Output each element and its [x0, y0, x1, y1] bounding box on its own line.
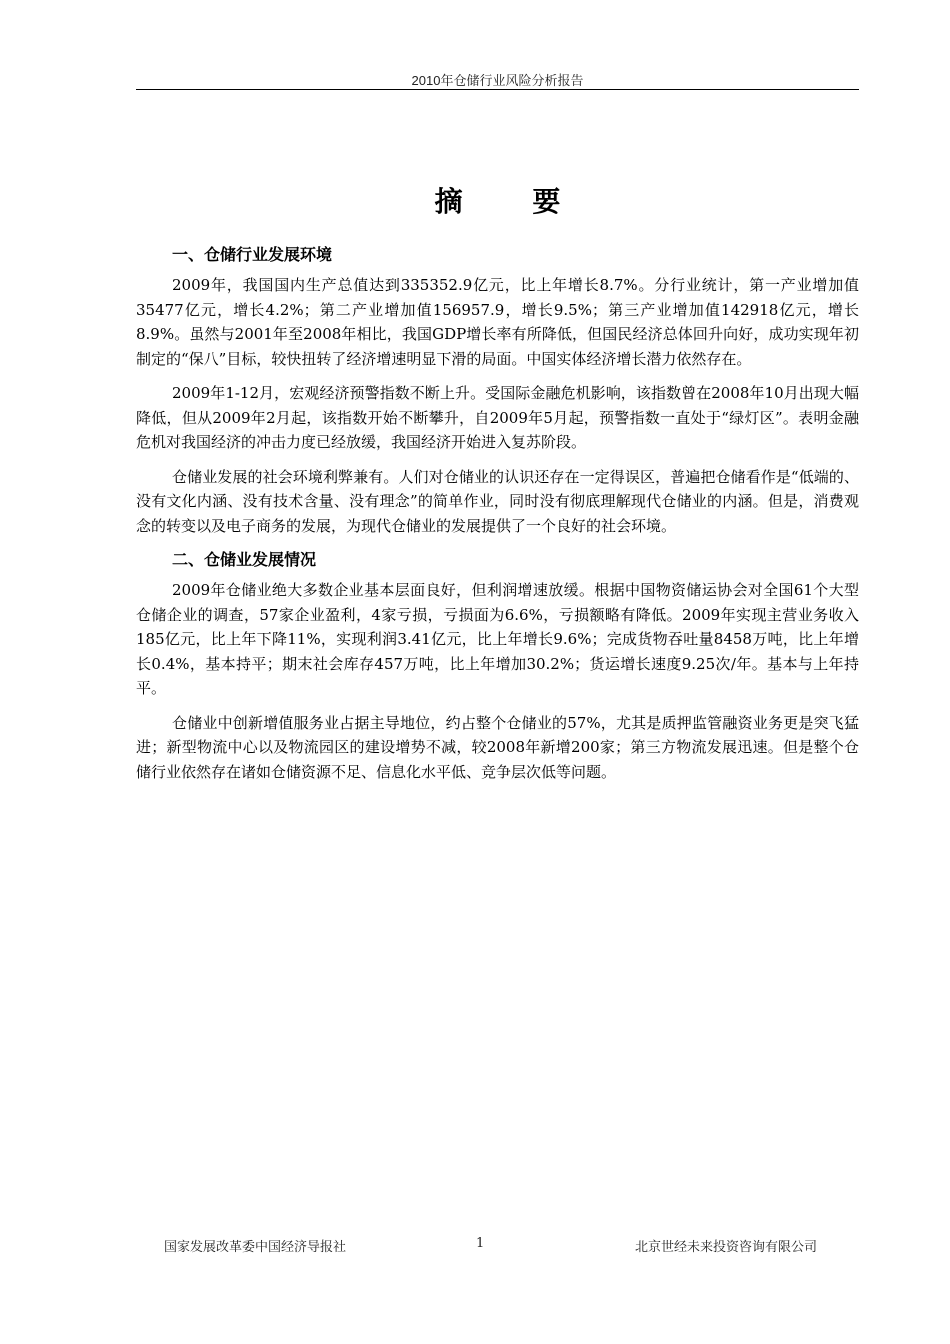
paragraph: 2009年仓储业绝大多数企业基本层面良好，但利润增速放缓。根据中国物资储运协会对全国61个大型仓储企业的调查，57家企业盈利，4家亏损，亏损面为6.6%，亏损额略有降低。2009年实现主营业务收入185亿元，比上年下降11%，实现利润3.41亿元，比上年增长9.6%；完成货物吞吐量8458万吨，比上年增长0.4%，基本持平；期末社会库存457万吨，比上年增加30.2%；货运增长速度9.25次/年。基本与上年持平。	[136, 581, 859, 697]
header-divider	[136, 89, 859, 90]
paragraph: 仓储业中创新增值服务业占据主导地位，约占整个仓储业的57%，尤其是质押监管融资业务更是突飞猛进；新型物流中心以及物流园区的建设增势不减，较2008年新增200家；第三方物流发展迅速。但是整个仓储行业依然存在诸如仓储资源不足、信息化水平低、竞争层次低等问题。	[136, 713, 859, 781]
section-heading: 二、仓储业发展情况	[172, 550, 317, 569]
running-header: 2010年仓储行业风险分析报告	[411, 73, 584, 88]
footer-company: 北京世经未来投资咨询有限公司	[634, 1240, 817, 1255]
paragraph: 2009年，我国国内生产总值达到335352.9亿元，比上年增长8.7%。分行业统计，第一产业增加值35477亿元，增长4.2%；第二产业增加值156957.9，增长9.5%；第三产业增加值142918亿元，增长8.9%。虽然与2001年至2008年相比，我国GDP增长率有所降低，但国民经济总体回升向好，成功实现年初制定的“保八”目标，较快扭转了经济增速明显下滑的局面。中国实体经济增长潜力依然存在。	[136, 276, 859, 368]
paragraph: 仓储业发展的社会环境利弊兼有。人们对仓储业的认识还存在一定得误区，普遍把仓储看作是“低端的、没有文化内涵、没有技术含量、没有理念”的简单作业，同时没有彻底理解现代仓储业的内涵。但是，消费观念的转变以及电子商务的发展，为现代仓储业的发展提供了一个良好的社会环境。	[136, 467, 859, 535]
page-title: 摘 要	[434, 185, 591, 218]
page-number: 1	[476, 1236, 485, 1251]
section-development	[136, 548, 859, 784]
paragraph: 2009年1-12月，宏观经济预警指数不断上升。受国际金融危机影响，该指数曾在2008年10月出现大幅降低，但从2009年2月起，该指数开始不断攀升，自2009年5月起，预警指数一直处于“绿灯区”。表明金融危机对我国经济的冲击力度已经放缓，我国经济开始进入复苏阶段。	[136, 384, 859, 451]
section-heading: 一、仓储行业发展环境	[172, 245, 333, 264]
footer-publisher: 国家发展改革委中国经济导报社	[164, 1240, 347, 1255]
document-body	[136, 243, 859, 794]
section-environment	[136, 243, 859, 538]
